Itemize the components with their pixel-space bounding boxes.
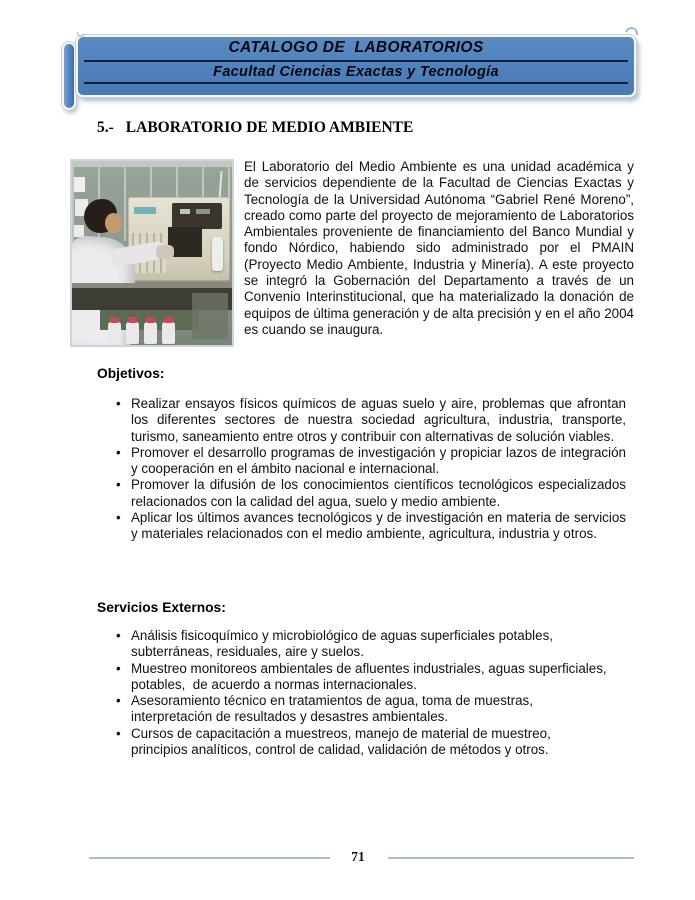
objetivos-heading: Objetivos: bbox=[97, 366, 165, 381]
list-item: • Promover la difusión de los conocimientos científicos tecnológicos especializados relacionados con la calidad del agua, suelo y medio ambiente. bbox=[97, 477, 626, 510]
list-item: • Análisis fisicoquímico y microbiológico de aguas superficiales potables, subterráneas, residuales, aire y suelos. bbox=[97, 628, 609, 661]
objetivos-list bbox=[97, 396, 630, 543]
list-item: • Cursos de capacitación a muestreos, manejo de material de muestreo, principios analíticos, control de calidad, validación de métodos y otros. bbox=[97, 726, 609, 759]
list-item: • Aplicar los últimos avances tecnológicos y de investigación en materia de servicios y materiales relacionados con el medio ambiente, agricultura, industria y otros. bbox=[97, 510, 626, 543]
scroll-shape-left-roll bbox=[62, 42, 76, 110]
page-title bbox=[97, 119, 413, 137]
footer-rule-left bbox=[89, 857, 330, 859]
photo-hanging-device bbox=[212, 237, 223, 271]
list-item: • Muestreo monitoreos ambientales de afluentes industriales, aguas superficiales, potables, de acuerdo a normas internacionales. bbox=[97, 661, 609, 694]
intro-paragraph: El Laboratorio del Medio Ambiente es una unidad académica y de servicios dependiente de la Facultad de Ciencias Exactas y Tecnología de la Universidad Autónoma “Gabriel René Moreno”, creado como parte del proyecto de mejoramiento de Laboratorios Ambientales proveniente de financiamiento del Banco Mundial y fondo Nórdico, habiendo sido administrado por el PMAIN (Proyecto Medio Ambiente, Industria y Minería). A este proyecto se integró la Gobernación del Departamento a través de un Convenio Interinstitucional, que ha materializado la donación de equipos de última generación y de alta precisión y en el año 2004 es cuando se inaugura. bbox=[244, 159, 638, 337]
list-item: • Realizar ensayos físicos químicos de aguas suelo y aire, problemas que afrontan los diferentes sectores de nuestra sociedad agricultura, industria, transporte, turismo, saneamiento entre otros y contribuir con alternativas de solución viables. bbox=[97, 396, 626, 445]
banner-text-block bbox=[84, 39, 628, 84]
page-number: 71 bbox=[351, 849, 365, 864]
list-item: • Promover el desarrollo programas de investigación y propiciar lazos de integración y cooperación en el ámbito nacional e internacional. bbox=[97, 445, 626, 478]
laboratory-photo bbox=[70, 159, 234, 347]
section-number: 5.- bbox=[97, 119, 114, 136]
servicios-heading: Servicios Externos: bbox=[97, 600, 226, 615]
servicios-list bbox=[97, 628, 615, 758]
header-banner bbox=[62, 31, 636, 99]
list-item: • Asesoramiento técnico en tratamientos de agua, toma de muestras, interpretación de resultados y desastres ambientales. bbox=[97, 693, 609, 726]
section-title-text: LABORATORIO DE MEDIO AMBIENTE bbox=[125, 119, 414, 136]
catalog-title: CATALOGO DE LABORATORIOS bbox=[84, 39, 628, 62]
footer-rule-right bbox=[388, 857, 634, 859]
faculty-subtitle: Facultad Ciencias Exactas y Tecnología bbox=[84, 64, 628, 84]
